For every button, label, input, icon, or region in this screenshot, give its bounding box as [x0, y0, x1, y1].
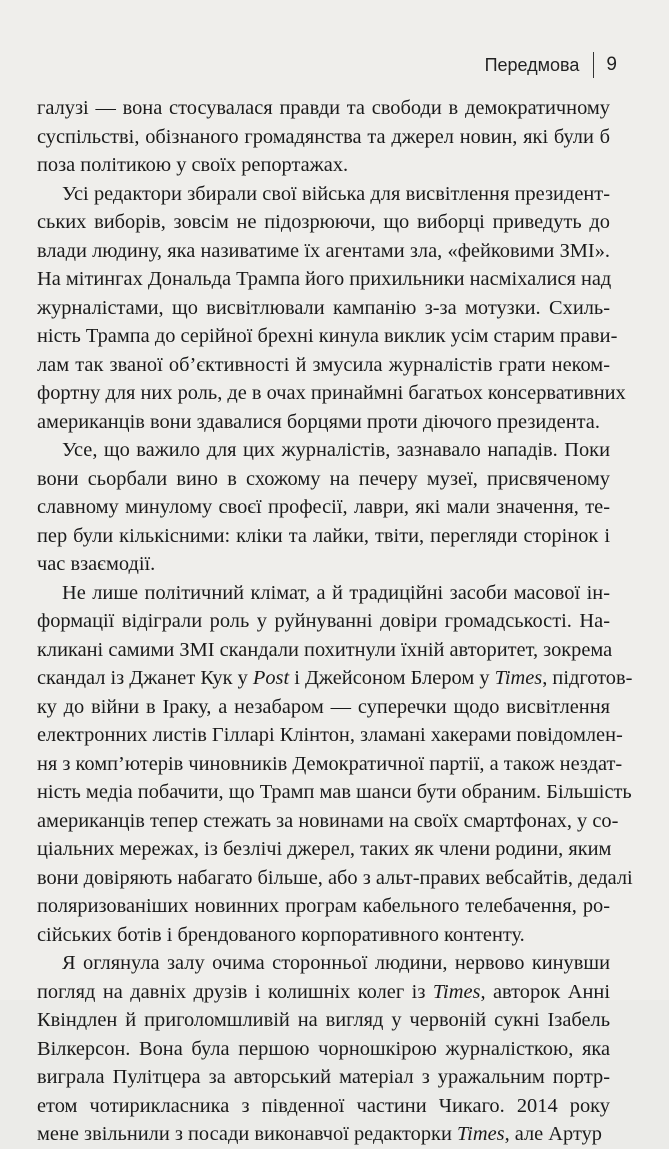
text-line: електронних листів Гілларі Клінтон, зламані хакерами повідомлен- — [37, 724, 623, 746]
text-line: Вілкерсон. Вона була першою чорношкірою журналісткою, яка — [37, 1037, 610, 1060]
paragraph — [37, 579, 633, 950]
text-line: час взаємодії. — [37, 553, 156, 575]
text-line: ність Трампа до серійної брехні кинула виклик усім старим прави- — [37, 325, 618, 347]
text-line: славному минулому своєї професії, лаври, які мали значення, те- — [37, 496, 610, 518]
text-line: суспільстві, обізнаного громадянства та джерел новин, які були б — [37, 125, 610, 148]
text-line: сійських ботів і брендованого корпоративного контенту. — [37, 923, 525, 946]
text-line: ку до війни в Іраку, а незабаром — суперечки щодо висвітлення — [37, 695, 610, 718]
text-line: На мітингах Дональда Трампа його прихильники насміхалися над — [37, 268, 612, 290]
text-line: поляризованіших новинних програм кабельного телебачення, ро- — [37, 895, 610, 917]
text-line: галузі — вона стосувалася правди та свободи в демократичному — [37, 97, 610, 119]
header-divider — [593, 52, 594, 78]
text-line: формації відіграли роль у руйнуванні довіри громадськості. На- — [37, 610, 610, 632]
running-header — [485, 50, 617, 80]
text-line: Усі редактори збирали свої війська для висвітлення президент- — [62, 182, 610, 205]
text-line: ня з комп’ютерів чиновників Демократичної партії, а також нездат- — [37, 752, 623, 775]
text-line: поза політикою у своїх репортажах. — [37, 154, 349, 176]
text-line: ність медіа побачити, що Трамп мав шанси бути обраним. Більшість — [37, 781, 632, 803]
text-line: скандал із Джанет Кук у Post і Джейсоном Блером у Times, підготов- — [37, 667, 633, 689]
text-line: лам так званої об’єктивності й змусила журналістів грати неком- — [37, 353, 610, 376]
text-line: ціальних мережах, із безлічі джерел, таких як члени родини, яким — [37, 838, 612, 860]
text-line: фортну для них роль, де в очах принаймні багатьох консервативних — [37, 382, 626, 404]
section-title: Передмова — [484, 54, 580, 75]
text-line: виграла Пулітцера за авторський матеріал з уражальним портр- — [37, 1066, 610, 1088]
text-line: мене звільнили з посади виконавчої редакторки Times, але Артур — [37, 1123, 602, 1145]
paragraph — [37, 180, 626, 437]
text-line: американців вони здавалися борцями проти діючого президента. — [37, 410, 600, 433]
text-line: журналістами, що висвітлювали кампанію з-за мотузки. Схиль- — [37, 296, 610, 319]
page-number: 9 — [606, 54, 617, 75]
text-line: Квіндлен й приголомшливій на вигляд у червоній сукні Ізабель — [37, 1009, 610, 1031]
text-line: ських виборів, зовсім не підозрюючи, що виборці приведуть до — [37, 211, 610, 233]
text-line: вони сьорбали вино в схожому на печеру музеї, присвяченому — [37, 467, 610, 490]
text-line: Я оглянула залу очима сторонньої людини, нервово кинувши — [62, 952, 610, 974]
text-line: влади людину, яка називатиме їх агентами зла, «фейковими ЗМІ». — [37, 239, 610, 262]
text-line: етом чотирикласника з південної частини Чикаго. 2014 року — [37, 1094, 610, 1117]
paragraph — [37, 949, 610, 1149]
text-line: погляд на давніх друзів і колишніх колег із Times, авторок Анні — [37, 980, 610, 1003]
text-line: вони довіряють набагато більше, або з альт-правих вебсайтів, дедалі — [37, 866, 633, 889]
text-line: американців тепер стежать за новинами на своїх смартфонах, у со- — [37, 809, 619, 832]
text-line: пер були кількісними: кліки та лайки, твіти, перегляди сторінок і — [37, 524, 610, 547]
body-text — [37, 94, 633, 1149]
paragraph — [37, 436, 610, 579]
text-line: Усе, що важило для цих журналістів, зазнавало нападів. Поки — [62, 439, 610, 461]
text-line: Не лише політичний клімат, а й традиційні засоби масової ін- — [62, 581, 610, 604]
paragraph — [37, 94, 610, 180]
text-line: кликані самими ЗМІ скандали похитнули їхній авторитет, зокрема — [37, 638, 613, 661]
